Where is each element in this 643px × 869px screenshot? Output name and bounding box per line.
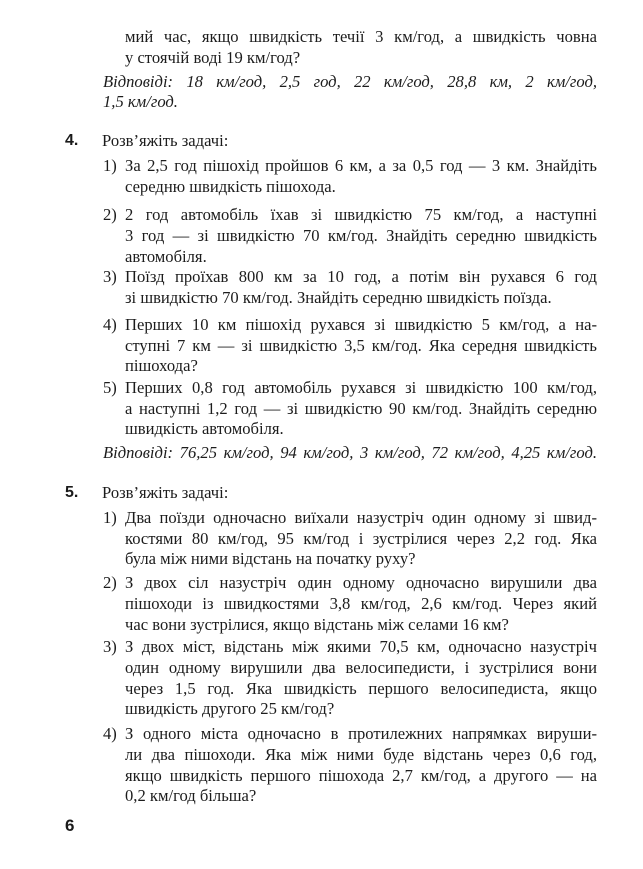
item-number: 3): [103, 637, 117, 656]
item-line: костями 80 км/год, 95 км/год і зустрілися через 2,2 год. Яка: [125, 529, 597, 548]
page-number: 6: [65, 816, 75, 835]
item-line: швидкість другого 25 км/год?: [125, 699, 335, 718]
item-line: За 2,5 год пішохід пройшов 6 км, а за 0,5 год — 3 км. Знайдіть: [125, 156, 597, 175]
item-number: 4): [103, 315, 117, 334]
item-line: З двох міст, відстань між якими 70,5 км, одночасно назустріч: [125, 637, 597, 656]
item-number: 4): [103, 724, 117, 743]
item-line: З двох сіл назустріч один одному одночасно вирушили два: [125, 573, 597, 592]
item-line: 0,2 км/год більша?: [125, 786, 257, 805]
item-line: Поїзд проїхав 800 км за 10 год, а потім він рухався 6 год: [125, 267, 597, 286]
item-line: а наступні 1,2 год — зі швидкістю 90 км/год. Знайдіть середню: [125, 399, 597, 418]
item-line: один одному вирушили два велосипедисти, і зустрілися вони: [125, 658, 597, 677]
item-line: ли два пішоходи. Яка між ними буде відстань через 0,6 год,: [125, 745, 597, 764]
task-4-heading: Розв’яжіть задачі:: [102, 131, 229, 150]
item-number: 2): [103, 205, 117, 224]
item-line: пішоходи із швидкостями 3,8 км/год, 2,6 км/год. Через який: [125, 594, 597, 613]
item-line: через 1,5 год. Яка швидкість першого велосипедиста, якщо: [125, 679, 597, 698]
task-4-answers: Відповіді: 76,25 км/год, 94 км/год, 3 км/год, 72 км/год, 4,25 км/год.: [103, 443, 597, 462]
item-line: була між ними відстань на початку руху?: [125, 549, 416, 568]
item-line: швидкість автомобіля.: [125, 419, 284, 438]
item-line: 2 год автомобіль їхав зі швидкістю 75 км/год, а наступні: [125, 205, 597, 224]
item-number: 5): [103, 378, 117, 397]
task-4-number: 4.: [65, 132, 79, 149]
item-line: якщо швидкість першого пішохода 2,7 км/год, а другого — на: [125, 766, 597, 785]
item-line: ступні 7 км — зі швидкістю 3,5 км/год. Яка середня швидкість: [125, 336, 597, 355]
item-line: 3 год — зі швидкістю 70 км/год. Знайдіть середню швидкість: [125, 226, 597, 245]
item-line: Два поїзди одночасно виїхали назустріч один одному зі швид-: [125, 508, 597, 527]
task-5-number: 5.: [65, 484, 79, 501]
item-line: пішохода?: [125, 356, 198, 375]
continuation-line-2: у стоячій воді 19 км/год?: [125, 48, 301, 67]
item-line: середню швидкість пішохода.: [125, 177, 336, 196]
answers-line-2: 1,5 км/год.: [103, 92, 178, 111]
item-number: 1): [103, 508, 117, 527]
item-line: зі швидкістю 70 км/год. Знайдіть середню швидкість поїзда.: [125, 288, 552, 307]
item-line: автомобіля.: [125, 247, 207, 266]
item-number: 3): [103, 267, 117, 286]
item-line: час вони зустрілися, якщо відстань між селами 16 км?: [125, 615, 509, 634]
answers-line-1: Відповіді: 18 км/год, 2,5 год, 22 км/год, 28,8 км, 2 км/год,: [103, 72, 597, 91]
continuation-line-1: мий час, якщо швидкість течії 3 км/год, а швидкість човна: [125, 27, 597, 46]
item-number: 1): [103, 156, 117, 175]
item-number: 2): [103, 573, 117, 592]
item-line: З одного міста одночасно в протилежних напрямках вируши-: [125, 724, 597, 743]
item-line: Перших 0,8 год автомобіль рухався зі швидкістю 100 км/год,: [125, 378, 597, 397]
task-5-heading: Розв’яжіть задачі:: [102, 483, 229, 502]
item-line: Перших 10 км пішохід рухався зі швидкістю 5 км/год, а на-: [125, 315, 597, 334]
